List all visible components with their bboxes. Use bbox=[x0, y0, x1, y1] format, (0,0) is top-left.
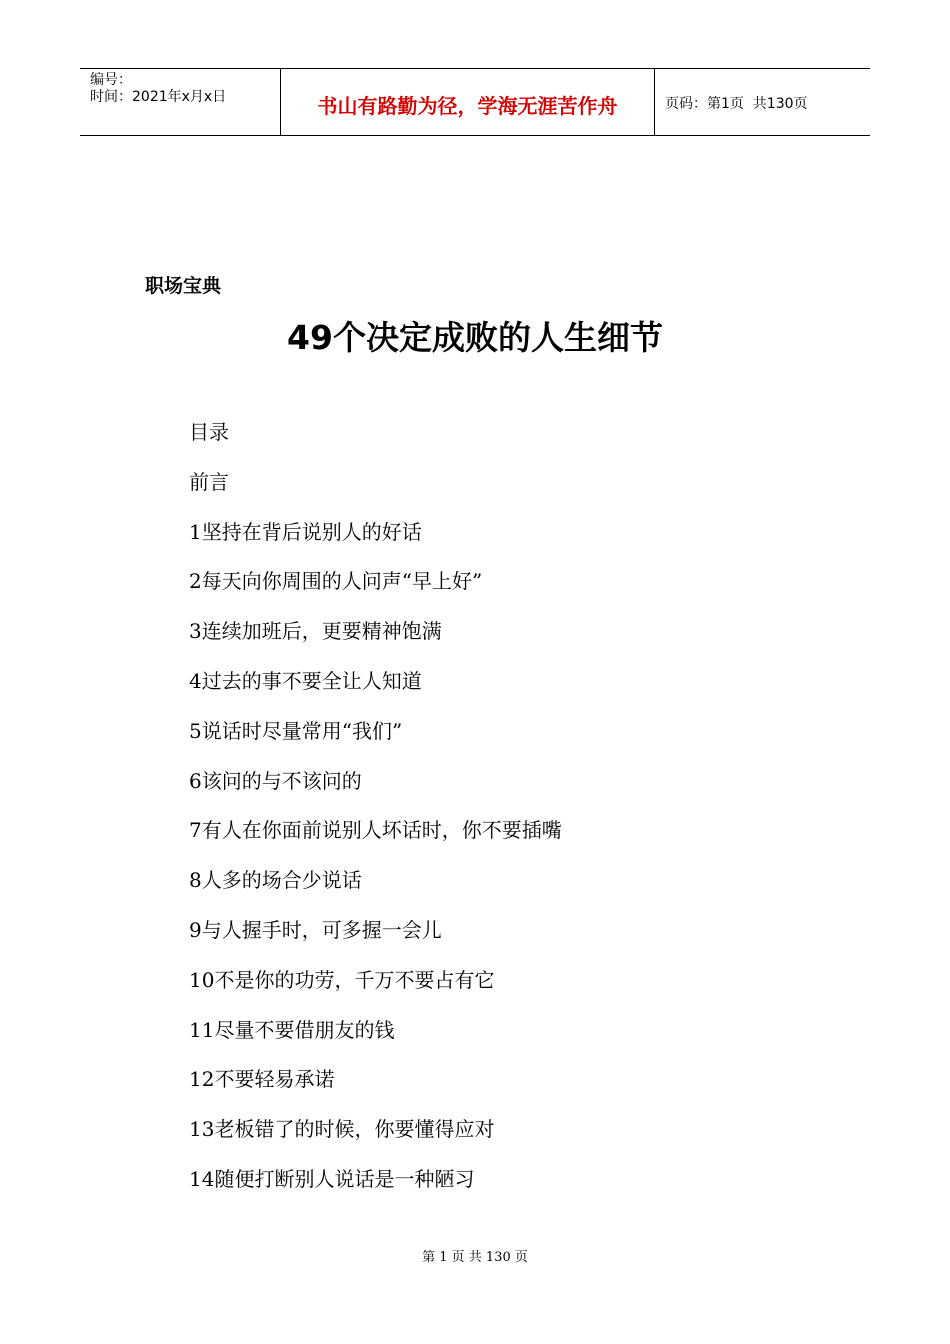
toc-item: 10不是你的功劳，千万不要占有它 bbox=[189, 967, 495, 992]
page-footer: 第 1 页 共 130 页 bbox=[422, 1250, 528, 1265]
header-meta bbox=[80, 69, 281, 135]
header-table bbox=[80, 68, 870, 136]
toc-item: 11尽量不要借朋友的钱 bbox=[189, 1017, 395, 1042]
header-motto: 书山有路勤为径，学海无涯苦作舟 bbox=[281, 69, 655, 135]
toc-item: 1坚持在背后说别人的好话 bbox=[189, 519, 422, 544]
header-page-info: 页码：第1页 共130页 bbox=[665, 96, 808, 112]
table-of-contents bbox=[189, 416, 562, 1213]
toc-item: 2每天向你周围的人问声“早上好” bbox=[189, 569, 483, 594]
toc-item: 8人多的场合少说话 bbox=[189, 868, 362, 893]
toc-item: 12不要轻易承诺 bbox=[189, 1067, 335, 1092]
toc-item: 3连续加班后，更要精神饱满 bbox=[189, 619, 442, 644]
toc-item: 4过去的事不要全让人知道 bbox=[189, 668, 422, 693]
date-line: 时间：2021年x月x日 bbox=[90, 89, 227, 105]
category-label: 职场宝典 bbox=[145, 275, 222, 297]
toc-item: 6该问的与不该问的 bbox=[189, 768, 362, 793]
toc-item: 5说话时尽量常用“我们” bbox=[189, 718, 403, 743]
toc-item: 前言 bbox=[189, 469, 229, 494]
serial-label: 编号： bbox=[90, 72, 132, 88]
toc-item: 目录 bbox=[189, 420, 229, 444]
document-title: 49个决定成败的人生细节 bbox=[287, 318, 663, 357]
toc-item: 9与人握手时，可多握一会儿 bbox=[189, 917, 442, 942]
toc-item: 13老板错了的时候，你要懂得应对 bbox=[189, 1117, 495, 1142]
toc-item: 7有人在你面前说别人坏话时，你不要插嘴 bbox=[189, 818, 562, 843]
toc-item: 14随便打断别人说话是一种陋习 bbox=[189, 1166, 475, 1191]
